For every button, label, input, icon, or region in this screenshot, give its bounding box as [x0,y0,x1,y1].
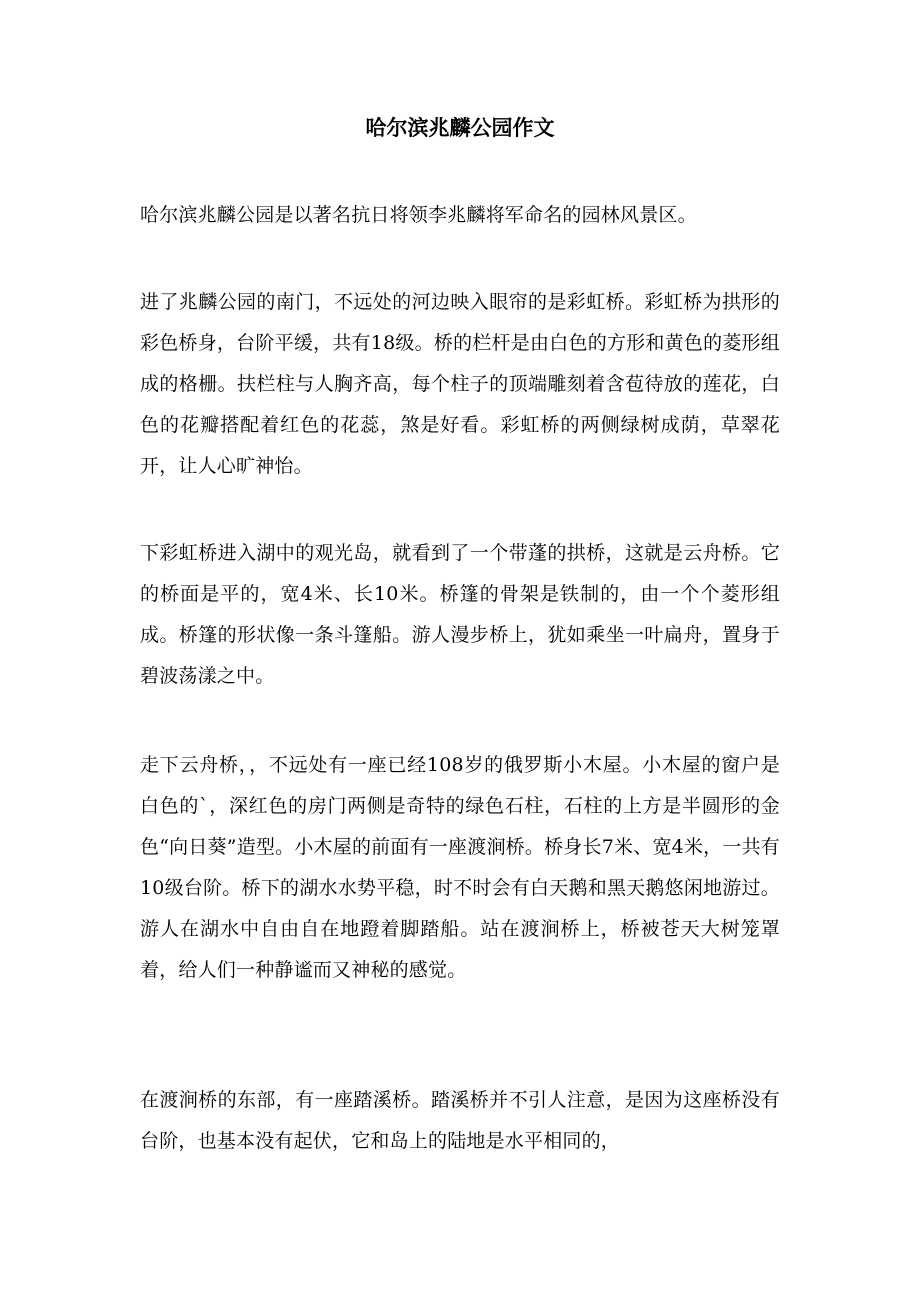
paragraph-cloud-boat-bridge: 下彩虹桥进入湖中的观光岛，就看到了一个带蓬的拱桥，这就是云舟桥。它的桥面是平的，宽4米、长10米。桥篷的骨架是铁制的，由一个个菱形组成。桥篷的形状像一条斗篷船。游人漫步桥上，犹如乘坐一叶扁舟，置身于碧波荡漾之中。 [140,542,780,687]
paragraph-rainbow-bridge: 进了兆麟公园的南门，不远处的河边映入眼帘的是彩虹桥。彩虹桥为拱形的彩色桥身，台阶平缓，共有18级。桥的栏杆是由白色的方形和黄色的菱形组成的格栅。扶栏柱与人胸齐高，每个柱子的顶端雕刻着含苞待放的莲花，白色的花瓣搭配着红色的花蕊，煞是好看。彩虹桥的两侧绿树成荫，草翠花开，让人心旷神怡。 [140,291,780,477]
paragraph-log-cabin: 走下云舟桥，，不远处有一座已经108岁的俄罗斯小木屋。小木屋的窗户是白色的`，深红色的房门两侧是奇特的绿色石柱，石柱的上方是半圆形的金色“向日葵”造型。小木屋的前面有一座渡涧桥。桥身长7米、宽4米，一共有10级台阶。桥下的湖水水势平稳，时不时会有白天鹅和黑天鹅悠闲地游过。游人在湖水中自由自在地蹬着脚踏船。站在渡涧桥上，桥被苍天大树笼罩着，给人们一种静谧而又神秘的感觉。 [140,754,780,981]
paragraph-intro: 哈尔滨兆麟公园是以著名抗日将领李兆麟将军命名的园林风景区。 [140,204,697,226]
paragraph-stream-bridge: 在渡涧桥的东部，有一座踏溪桥。踏溪桥并不引人注意，是因为这座桥没有台阶，也基本没有起伏，它和岛上的陆地是水平相同的， [140,1089,780,1152]
document-title: 哈尔滨兆麟公园作文 [365,115,555,140]
